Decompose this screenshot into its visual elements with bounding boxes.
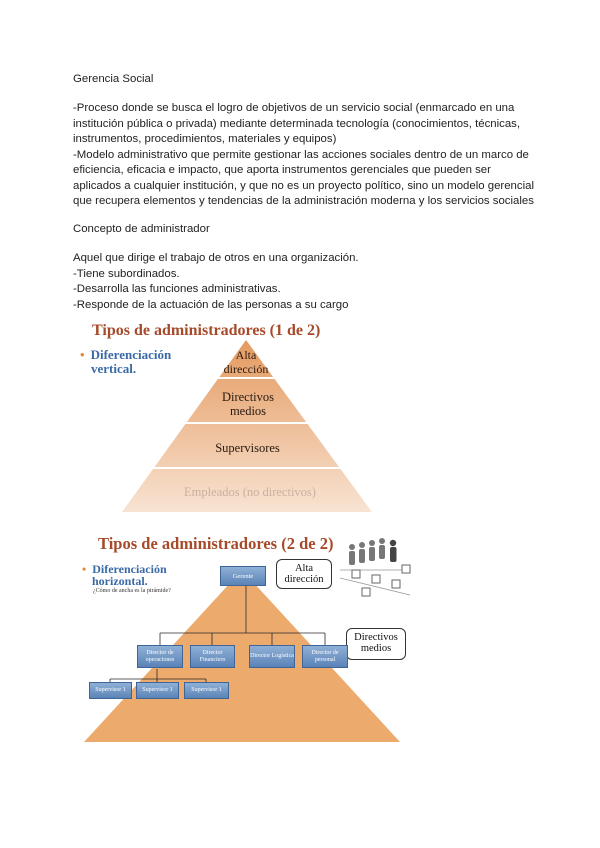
org-box-director-personal: Director de personal	[302, 645, 348, 668]
org-box-director-operaciones: Director de operaciones	[137, 645, 183, 668]
org-box-director-financiero: Director Financiero	[190, 645, 235, 668]
slide-title: Tipos de administradores (2 de 2)	[98, 534, 334, 553]
callout-directivos-medios: Directivos medios	[346, 628, 406, 660]
paragraph-line: Aquel que dirige el trabajo de otros en una organización.	[73, 252, 359, 264]
paragraph-line: instrumentos, procedimientos, materiales y equipos)	[73, 133, 337, 145]
document-heading: Gerencia Social	[73, 73, 154, 85]
org-box-supervisor: Supervisor 1	[184, 682, 229, 699]
people-network-icon	[340, 538, 410, 596]
paragraph-line: que recupera elementos y tendencias de la administración moderna y los servicios sociales	[73, 195, 534, 207]
paragraph-line: -Proceso donde se busca el logro de objetivos de un servicio social (enmarcado en una	[73, 102, 515, 114]
bullet-icon: •	[80, 347, 85, 362]
level-alta-direccion: Alta dirección	[223, 348, 269, 376]
callout-alta-direccion: Alta dirección	[276, 559, 332, 589]
slide-title: Tipos de administradores (1 de 2)	[92, 322, 321, 339]
org-box-director-logistica: Director Logística	[249, 645, 295, 668]
paragraph-line: -Desarrolla las funciones administrativas.	[73, 283, 281, 295]
bullet-horizontal: • Diferenciación horizontal.	[82, 562, 167, 588]
level-directivos-medios: Directivos medios	[221, 390, 275, 418]
level-supervisores: Supervisores	[215, 441, 280, 455]
org-box-supervisor: Supervisor 1	[136, 682, 179, 699]
paragraph-line: -Tiene subordinados.	[73, 267, 180, 280]
bullet-subnote: ¿Cómo de ancha es la pirámide?	[93, 588, 171, 594]
paragraph-line: -Modelo administrativo que permite gestionar las acciones sociales dentro de un marco de	[73, 148, 529, 161]
level-empleados: Empleados (no directivos)	[184, 485, 316, 499]
bullet-vertical: • Diferenciación vertical.	[80, 347, 172, 376]
bullet-icon: •	[82, 562, 87, 576]
paragraph-line: aplicados a cualquier institución, y que no es un proyecto político, sino un modelo gerencial	[73, 179, 534, 192]
paragraph-line: eficiencia, eficacia e impacto, que aporta instrumentos gerenciales que pueden ser	[73, 164, 491, 176]
org-box-gerente: Gerente	[220, 566, 266, 586]
paragraph-line: -Responde de la actuación de las personas a su cargo	[73, 298, 349, 311]
section-heading: Concepto de administrador	[73, 223, 210, 235]
org-box-supervisor: Supervisor 1	[89, 682, 132, 699]
paragraph-line: institución pública o privada) mediante determinada tecnología (conocimientos, técnicas,	[73, 117, 521, 130]
